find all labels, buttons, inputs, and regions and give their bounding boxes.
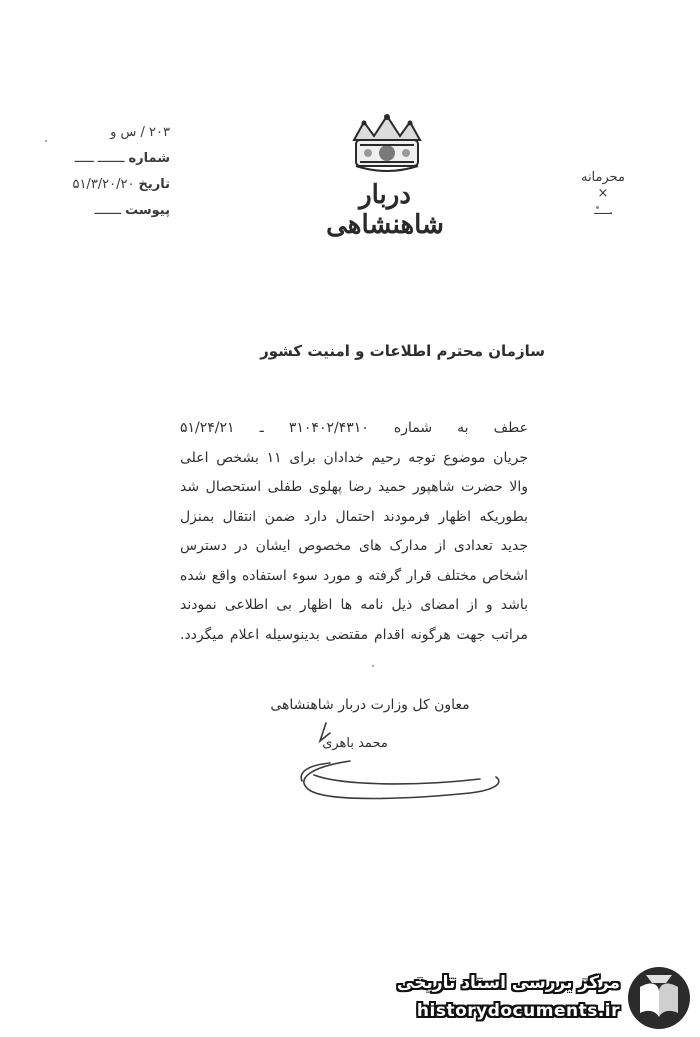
body-line: بطوریکه اظهار فرمودند احتمال دارد ضمن انتقال بمنزل — [180, 508, 528, 525]
body-line: جریان موضوع توجه رحیم خدادان برای ۱۱ بشخص اعلی — [180, 449, 528, 466]
watermark-url: historydocuments.ir — [416, 1001, 620, 1021]
letter-metadata — [20, 120, 170, 224]
archive-logo-icon — [626, 965, 692, 1031]
classification-mark: × — [597, 186, 609, 201]
scan-speck — [372, 665, 374, 667]
attachment-value: ـــــــ — [94, 203, 122, 218]
handwritten-signature — [290, 715, 510, 805]
classification-stamp — [568, 170, 638, 218]
attachment-row — [20, 198, 170, 224]
number-value: ـــــــ ـــــ — [74, 151, 125, 166]
body-line: اشخاص مختلف قرار گرفته و مورد سوء استفاده واقع شده — [180, 567, 528, 584]
letter-body — [180, 414, 528, 650]
crown-emblem-icon — [346, 110, 428, 180]
court-name-heading: دربار شاهنشاهی — [326, 180, 444, 240]
body-line: والا حضرت شاهپور حمید رضا پهلوی طفلی استحصال شد — [180, 479, 528, 495]
date-value: ۵۱/۳/۲۰/۲۰ — [72, 177, 135, 192]
signatory-title: معاون کل وزارت دربار شاهنشاهی — [270, 697, 470, 713]
attachment-label: پیوست — [125, 203, 170, 218]
reference-value: ۲۰۳ / س و — [110, 125, 170, 140]
watermark-title: مرکز بررسی اسناد تاریخی — [397, 973, 620, 993]
classification-label: محرمانه — [580, 170, 626, 185]
body-line: مراتب جهت هرگونه اقدام مقتضی بدینوسیله اعلام میگردد. — [180, 626, 528, 643]
reference-row — [20, 120, 170, 146]
body-line: عطف به شماره ۳۱۰۴۰۲/۴۳۱۰ ـ ۵۱/۲۴/۲۱ — [180, 420, 528, 436]
date-label: تاریخ — [138, 177, 170, 192]
signatory-name: محمد باهری — [322, 736, 388, 751]
classification-dashes: ـــــ — [594, 203, 612, 217]
number-label: شماره — [128, 151, 170, 166]
body-line: باشد و از امضای ذیل نامه ها اظهار بی اطلاعی نمودند — [180, 597, 528, 613]
recipient-line: سازمان محترم اطلاعات و امنیت کشور — [260, 342, 545, 360]
archive-watermark — [392, 963, 692, 1033]
body-line: جدید تعدادی از مدارک های مخصوص ایشان در دسترس — [180, 538, 528, 554]
date-row — [20, 172, 170, 198]
number-row — [20, 146, 170, 172]
